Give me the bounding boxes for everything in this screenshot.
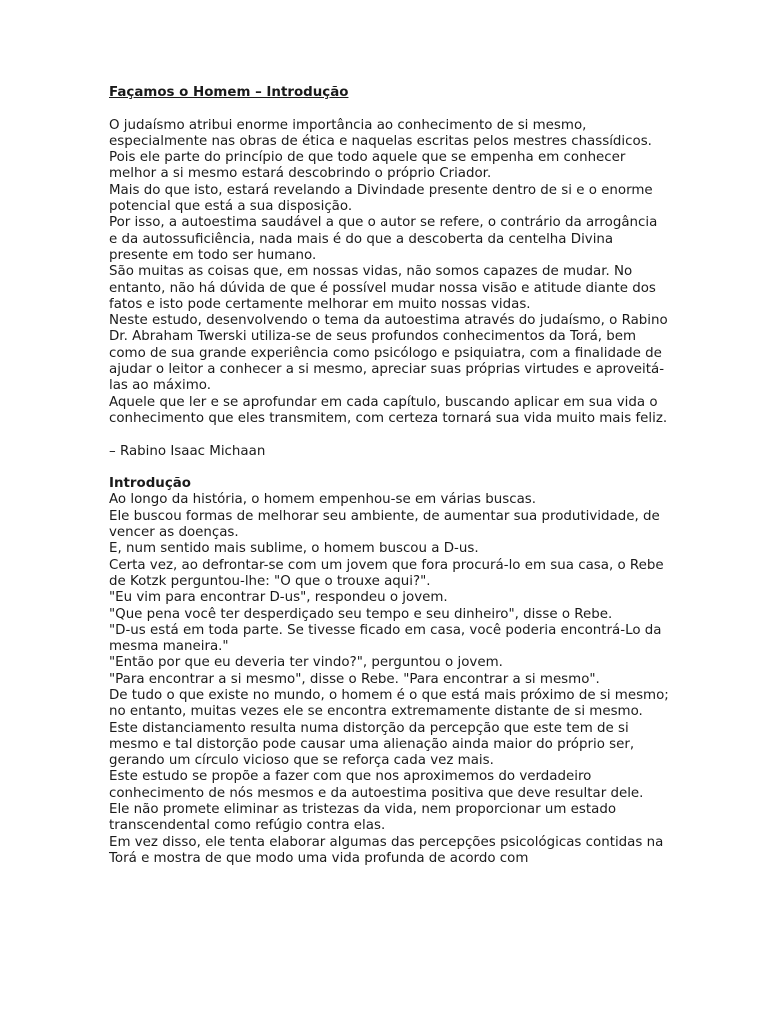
section-heading: Introdução bbox=[109, 476, 192, 492]
paragraph: Este distanciamento resulta numa distorção da percepção que este tem de si mesmo e tal distorção pode causar uma alienação ainda maior do próprio ser, gerando um círculo vicioso que se reforça cada vez mais. bbox=[109, 720, 635, 769]
paragraph: Aquele que ler e se aprofundar em cada capítulo, buscando aplicar em sua vida o conhecimento que eles transmitem, com certeza tornará sua vida muito mais feliz. bbox=[109, 394, 668, 426]
spacer bbox=[109, 460, 669, 476]
paragraph: "Eu vim para encontrar D-us", respondeu o jovem. bbox=[109, 590, 448, 606]
paragraph: "Então por que eu deveria ter vindo?", perguntou o jovem. bbox=[109, 655, 503, 671]
document-page bbox=[109, 85, 669, 867]
paragraph: Ao longo da história, o homem empenhou-se em várias buscas. bbox=[109, 492, 537, 508]
paragraph: Certa vez, ao defrontar-se com um jovem que fora procurá-lo em sua casa, o Rebe de Kotzk perguntou-lhe: "O que o trouxe aqui?". bbox=[109, 557, 664, 589]
paragraph: "Para encontrar a si mesmo", disse o Rebe. "Para encontrar a si mesmo". bbox=[109, 671, 600, 687]
paragraph: O judaísmo atribui enorme importância ao conhecimento de si mesmo, especialmente nas obras de ética e naquelas escritas pelos mestres chassídicos. bbox=[109, 117, 652, 149]
paragraph: Neste estudo, desenvolvendo o tema da autoestima através do judaísmo, o Rabino Dr. Abraham Twerski utiliza-se de seus profundos conhecimentos da Torá, bem como de sua grande experiência como psicólogo e psiquiatra, com a finalidade de ajudar o leitor a conhecer a si mesmo, apreciar suas próprias virtudes e aproveitá-las ao máximo. bbox=[109, 313, 668, 394]
intro-section bbox=[109, 118, 669, 428]
paragraph: De tudo o que existe no mundo, o homem é o que está mais próximo de si mesmo; no entanto, muitas vezes ele se encontra extremamente distante de si mesmo. bbox=[109, 687, 669, 720]
paragraph: Em vez disso, ele tenta elaborar algumas das percepções psicológicas contidas na Torá e mostra de que modo uma vida profunda de acordo com bbox=[109, 834, 664, 866]
paragraph: Mais do que isto, estará revelando a Divindade presente dentro de si e o enorme potencial que está a sua disposição. bbox=[109, 182, 653, 215]
paragraph: "D-us está em toda parte. Se tivesse ficado em casa, você poderia encontrá-Lo da mesma maneira." bbox=[109, 622, 662, 655]
document-title: Façamos o Homem – Introdução bbox=[109, 85, 349, 100]
paragraph: Pois ele parte do princípio de que todo aquele que se empenha em conhecer melhor a si mesmo estará descobrindo o próprio Criador. bbox=[109, 150, 626, 182]
paragraph: São muitas as coisas que, em nossas vidas, não somos capazes de mudar. No entanto, não há dúvida de que é possível mudar nossa visão e atitude diante dos fatos e isto pode certamente melhorar em muito nossas vidas. bbox=[109, 264, 656, 312]
paragraph: E, num sentido mais sublime, o homem buscou a D-us. bbox=[109, 541, 479, 557]
paragraph: Ele buscou formas de melhorar seu ambiente, de aumentar sua produtividade, de vencer as doenças. bbox=[109, 508, 660, 541]
spacer bbox=[109, 101, 669, 117]
signature: – Rabino Isaac Michaan bbox=[109, 443, 266, 459]
paragraph: Ele não promete eliminar as tristezas da vida, nem proporcionar um estado transcendental como refúgio contra elas. bbox=[109, 802, 617, 834]
paragraph: "Que pena você ter desperdiçado seu tempo e seu dinheiro", disse o Rebe. bbox=[109, 606, 613, 622]
paragraph: Este estudo se propõe a fazer com que nos aproximemos do verdadeiro conhecimento de nós mesmos e da autoestima positiva que deve resultar dele. bbox=[109, 769, 644, 801]
spacer bbox=[109, 427, 669, 443]
main-section bbox=[109, 492, 669, 867]
paragraph: Por isso, a autoestima saudável a que o autor se refere, o contrário da arrogância e da autossuficiência, nada mais é do que a descoberta da centelha Divina presente em todo ser humano. bbox=[109, 215, 658, 263]
